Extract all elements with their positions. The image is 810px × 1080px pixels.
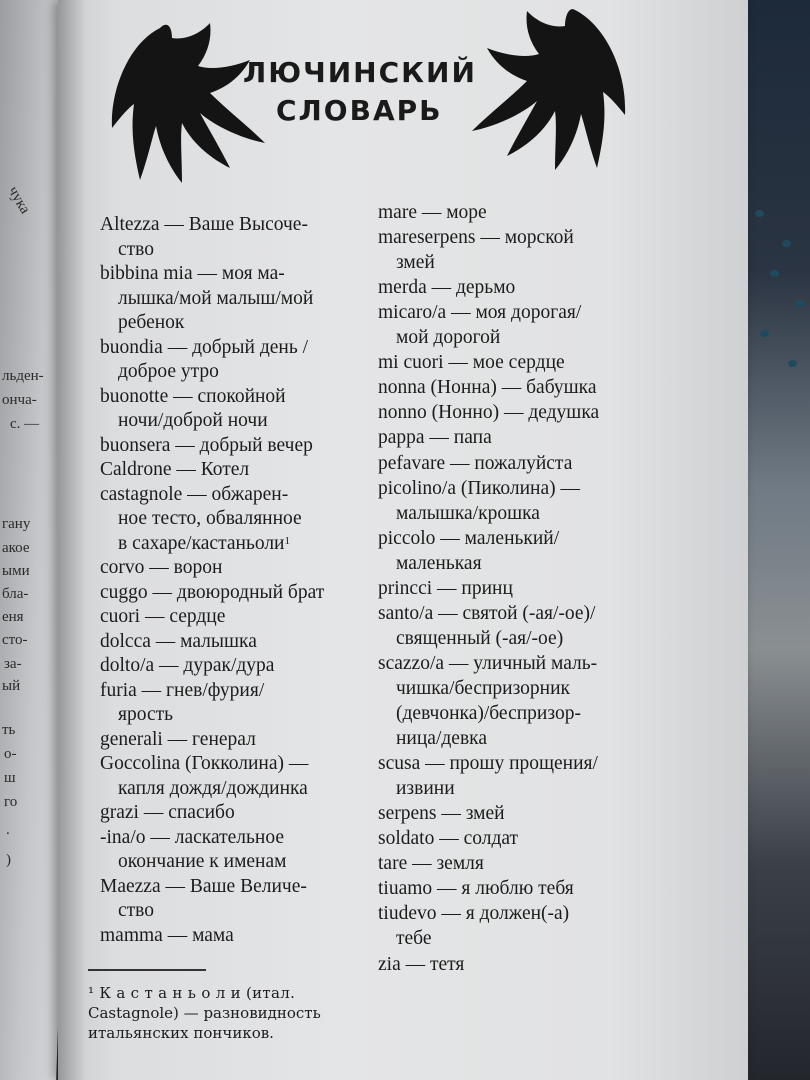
glossary-entry-line: pappa — папа: [378, 427, 492, 449]
previous-page-fragment: онча-: [2, 392, 37, 408]
glossary-entry-line: zia — тетя: [378, 953, 465, 975]
glossary-entry-line: generali — генерал: [100, 728, 256, 750]
previous-page-fragment: еня: [2, 609, 24, 625]
glossary-entry-line: serpens — змей: [378, 803, 505, 825]
glossary-entry-line: mareserpens — морской: [378, 227, 574, 249]
glossary-entry-line: в сахаре/кастаньоли$^1$: [118, 532, 290, 554]
previous-page-fragment: гану: [2, 516, 31, 532]
glossary-entry-line: nonna (Нонна) — бабушка: [378, 377, 597, 399]
glossary-entry-line: маленькая: [396, 552, 482, 574]
glossary-entry-line: ство: [118, 238, 155, 260]
glossary-entry-line: (девчонка)/беспризор-: [396, 703, 581, 724]
previous-page-fragment: льден-: [2, 368, 44, 384]
glossary-entry-line: castagnole — обжарен-: [100, 483, 289, 505]
glossary-entry-line: капля дождя/дождинка: [118, 777, 308, 799]
footnote-separator: [88, 969, 206, 971]
glossary-entry-line: cuggo — двоюродный брат: [100, 581, 325, 603]
glossary-entry-line: ребенок: [118, 312, 185, 333]
previous-page-fragment: о-: [4, 746, 17, 762]
glossary-entry-line: mare — море: [378, 202, 487, 223]
glossary-entry-line: священный (-ая/-ое): [396, 627, 564, 649]
glossary-entry-line: merda — дерьмо: [378, 277, 516, 299]
glossary-entry-line: ство: [118, 900, 155, 921]
footnote-marker: 1: [284, 534, 290, 547]
page-title-line-1: ЛЮЧИНСКИЙ: [243, 56, 477, 89]
previous-page-fragment: ): [6, 852, 11, 868]
footnote-line: ¹ К а с т а н ь о л и (итал.: [88, 984, 296, 1002]
glossary-entry-line: grazi — спасибо: [100, 802, 235, 823]
glossary-entry-line: змей: [396, 252, 435, 274]
glossary-entry-line: santo/a — святой (-ая/-ое)/: [378, 602, 596, 624]
previous-page-fragment: ый: [2, 678, 21, 694]
previous-page-fragment: ыми: [2, 563, 30, 579]
glossary-entry-line: scazzo/a — уличный маль-: [378, 652, 598, 674]
glossary-entry-line: picolino/a (Пиколина) —: [378, 477, 580, 499]
glossary-entry-line: ярость: [118, 704, 174, 725]
previous-page-fragment: за-: [4, 656, 22, 672]
glossary-entry-line: bibbina mia — моя ма-: [100, 263, 285, 284]
glossary-entry-line: ница/девка: [396, 728, 487, 750]
glossary-entry-line: Altezza — Ваше Высоче-: [100, 214, 308, 235]
glossary-entry-line: Goccolina (Гокколина) —: [100, 753, 309, 774]
glossary-entry-line: nonno (Нонно) — дедушка: [378, 402, 600, 424]
glossary-entry-line: corvo — ворон: [100, 557, 223, 578]
footnote-line: итальянских пончиков.: [88, 1024, 274, 1042]
glossary-entry-line: Maezza — Ваше Величе-: [100, 875, 307, 897]
glossary-entry-line: tiudevo — я должен(-а): [378, 903, 570, 925]
glossary-entry-line: scusa — прошу прощения/: [378, 753, 598, 775]
glossary-entry-line: piccolo — маленький/: [378, 527, 560, 549]
glossary-entry-line: soldato — солдат: [378, 828, 519, 850]
previous-page-fragment: сто-: [2, 632, 28, 648]
previous-page-fragment: бла-: [2, 586, 29, 602]
previous-page-fragment: акое: [2, 540, 30, 556]
glossary-entry-line: buonsera — добрый вечер: [100, 434, 313, 456]
previous-page-fragment: го: [4, 794, 18, 810]
glossary-entry-line: тебе: [396, 928, 432, 950]
glossary-entry-line: окончание к именам: [118, 851, 287, 872]
glossary-entry-line: cuori — сердце: [100, 606, 226, 627]
glossary-entry-line: dolto/a — дурак/дура: [100, 655, 275, 676]
glossary-entry-line: pefavare — пожалуйста: [378, 452, 573, 474]
glossary-entry-line: tare — земля: [378, 853, 484, 875]
glossary-entry-line: Caldrone — Котел: [100, 459, 250, 480]
glossary-entry-line: -ina/o — ласкательное: [100, 826, 284, 848]
previous-page-fragment: с. —: [10, 416, 40, 432]
glossary-entry-line: princci — принц: [378, 577, 513, 599]
page-gutter-shadow: [58, 0, 86, 1080]
glossary-entry-line: furia — гнев/фурия/: [100, 679, 265, 701]
glossary-entry-line: mi cuori — мое сердце: [378, 352, 565, 374]
page-title-line-2: СЛОВАРЬ: [276, 94, 443, 127]
glossary-entry-line: ночи/доброй ночи: [118, 410, 268, 431]
glossary-entry-line: buondia — добрый день /: [100, 336, 309, 358]
footnote-line: Castagnole) — разновидность: [88, 1004, 321, 1022]
glossary-entry-line: dolcca — малышка: [100, 630, 257, 652]
glossary-entry-line: мой дорогой: [396, 327, 501, 349]
glossary-entry-line: доброе утро: [118, 361, 219, 382]
glossary-entry-line: micaro/a — моя дорогая/: [378, 302, 582, 324]
glossary-entry-line: mamma — мама: [100, 924, 234, 946]
previous-page-fragment: ть: [2, 722, 16, 738]
glossary-entry-line: чишка/беспризорник: [396, 677, 571, 699]
previous-page-fragment: чука: [4, 183, 33, 217]
glossary-entry-line: tiuamo — я люблю тебя: [378, 878, 574, 900]
glossary-entry-line: ное тесто, обвалянное: [118, 508, 302, 529]
glossary-entry-line: извини: [396, 778, 455, 800]
glossary-entry-line: buonotte — спокойной: [100, 385, 286, 407]
previous-page-fragment: .: [6, 822, 10, 838]
previous-page-fragment: ш: [4, 770, 16, 786]
left-crow-wing-illustration: [100, 8, 280, 188]
right-crow-wing-illustration: [455, 0, 635, 180]
glossary-entry-line: малышка/крошка: [396, 502, 540, 524]
glossary-entry-line: лышка/мой малыш/мой: [118, 287, 314, 309]
